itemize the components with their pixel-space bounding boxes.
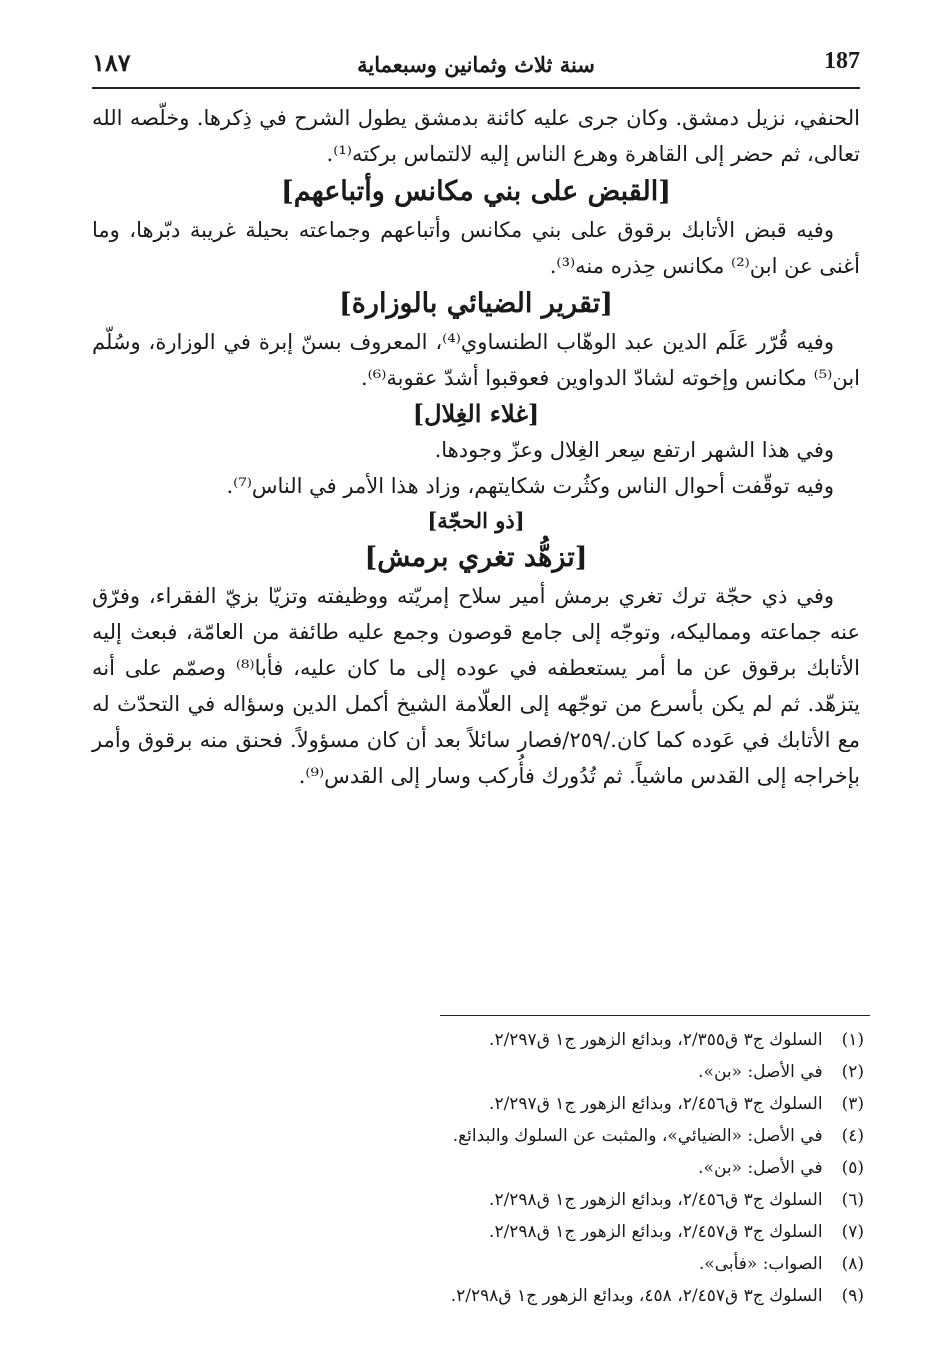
footnote-rule bbox=[440, 1015, 870, 1016]
paragraph: وفي ذي حجّة ترك تغري برمش أمير سلاح إمريّته ووظيفته وتزيّا بزيّ الفقراء، وفرّق عنه جماعته ومماليكه، وتوجّه إلى جامع قوصون وجمع عليه طائفة من العامّة، فبعث إليه الأتابك برقوق عن ما أمر يستعطفه في عوده إلى ما كان عليه، فأبا⁽⁸⁾ وصمّم على أنه يتزهّد. ثم لم يكن بأسرع من توجّهه إلى العلّامة الشيخ أكمل الدين وسؤاله في التحدّث له مع الأتابك في عَوده كما كان./٢٥٩/فصار سائلاً بعد أن كان مسؤولاً. فحنق منه برقوق وأمر بإخراجه إلى القدس ماشياً. ثم تُدُورك فأُركب وسار إلى القدس⁽⁹⁾. bbox=[92, 584, 860, 788]
footnote-text: الصواب: «فأبى». bbox=[698, 1254, 823, 1274]
footnote bbox=[92, 1248, 864, 1280]
footnote-number: (٧) bbox=[841, 1222, 864, 1242]
footnote-text: السلوك ج٣ ق٢/٣٥٥، وبدائع الزهور ج١ ق٢/٢٩٧. bbox=[489, 1030, 823, 1050]
footnote bbox=[92, 1184, 864, 1216]
paragraph: وفيه توقّفت أحوال الناس وكثُرت شكايتهم، وزاد هذا الأمر في الناس⁽⁷⁾. bbox=[226, 474, 834, 498]
footnote-number: (٥) bbox=[841, 1158, 864, 1178]
main-text bbox=[92, 100, 860, 794]
footnote-number: (٤) bbox=[841, 1126, 864, 1146]
footnote bbox=[92, 1088, 864, 1120]
footnote bbox=[92, 1280, 864, 1312]
page-number-latin: 187 bbox=[824, 48, 860, 74]
footnote-text: السلوك ج٣ ق٢/٤٥٦، وبدائع الزهور ج١ ق٢/٢٩٨. bbox=[489, 1190, 823, 1210]
section-heading: [غلاء الغِلال] bbox=[412, 399, 540, 428]
footnote bbox=[92, 1120, 864, 1152]
section-heading: [تقرير الضيائي بالوزارة] bbox=[338, 288, 613, 319]
footnote-text: في الأصل: «بن». bbox=[698, 1062, 823, 1082]
footnote-number: (٢) bbox=[841, 1062, 864, 1082]
paragraph: وفي هذا الشهر ارتفع سِعر الغِلال وعزّ وجودها. bbox=[434, 438, 834, 462]
footnote-number: (١) bbox=[841, 1030, 864, 1050]
section-heading: [القبض على بني مكانس وأتباعهم] bbox=[281, 176, 671, 207]
footnote bbox=[92, 1024, 864, 1056]
footnote bbox=[92, 1152, 864, 1184]
paragraph: وفيه قبض الأتابك برقوق على بني مكانس وأتباعهم وجماعته بحيلة غريبة دبّرها، وما أغنى عن ابن⁽²⁾ مكانس حِذره منه⁽³⁾. bbox=[92, 218, 860, 278]
footnote bbox=[92, 1216, 864, 1248]
footnote-text: السلوك ج٣ ق٢/٤٥٦، وبدائع الزهور ج١ ق٢/٢٩٧. bbox=[489, 1094, 823, 1114]
header-rule bbox=[92, 87, 860, 89]
footnotes bbox=[92, 1024, 864, 1312]
paragraph: الحنفي، نزيل دمشق. وكان جرى عليه كائنة بدمشق يطول الشرح في ذِكرها. وخلّصه الله تعالى، ثم حضر إلى القاهرة وهرع الناس إليه لالتماس بركته⁽¹⁾. bbox=[92, 106, 860, 166]
footnote-text: في الأصل: «الضيائي»، والمثبت عن السلوك والبدائع. bbox=[452, 1126, 823, 1146]
footnote-number: (٨) bbox=[841, 1254, 864, 1274]
section-heading: [تزهُّد تغري برمش] bbox=[364, 542, 588, 573]
paragraph: وفيه قُرّر عَلَم الدين عبد الوهّاب الطنساوي⁽⁴⁾، المعروف بسنّ إبرة في الوزارة، وسُلّم ابن⁽⁵⁾ مكانس وإخوته لشادّ الدواوين فعوقبوا أشدّ عقوبة⁽⁶⁾. bbox=[92, 330, 860, 390]
running-title: سنة ثلاث وثمانين وسبعماية bbox=[357, 52, 595, 77]
footnote-text: السلوك ج٣ ق٢/٤٥٧، وبدائع الزهور ج١ ق٢/٢٩٨. bbox=[489, 1222, 823, 1242]
running-header bbox=[92, 48, 860, 84]
footnote-number: (٩) bbox=[841, 1286, 864, 1306]
footnote-text: السلوك ج٣ ق٢/٤٥٧، ٤٥٨، وبدائع الزهور ج١ ق٢/٢٩٨. bbox=[450, 1286, 823, 1306]
month-heading: [ذو الحجّة] bbox=[427, 508, 525, 533]
footnote-number: (٦) bbox=[841, 1190, 864, 1210]
footnote bbox=[92, 1056, 864, 1088]
footnote-text: في الأصل: «بن». bbox=[698, 1158, 823, 1178]
page-number-arabic: ١٨٧ bbox=[92, 48, 131, 77]
footnote-number: (٣) bbox=[841, 1094, 864, 1114]
